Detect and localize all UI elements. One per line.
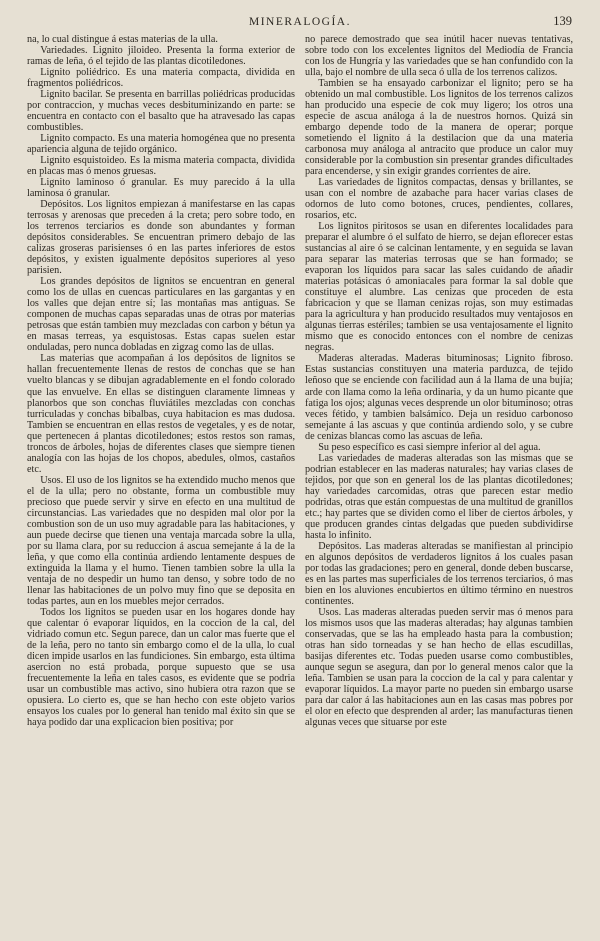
- paragraph: Depósitos. Las maderas alteradas se manifiestan al principio en algunos depósitos de verdaderos lignitos á los cuales pasan por todas las gradaciones; pero en general, donde deben buscarse, es en las partes mas superficiales de los terrenos terciarios, ó mas bien en los aluviones encubiertos en último término en nuestros continentes.: [305, 540, 573, 607]
- paragraph: na, lo cual distingue á estas materias de la ulla.: [27, 34, 218, 45]
- paragraph: Todos los lignitos se pueden usar en los hogares donde hay que calentar ó evaporar líquidos, en la coccion de la cal, del vidriado comun etc. Segun parece, dan un calor mas fuerte que el de la leña, pero no tanto sin embargo como el de la ulla, lo cual dicen impide usarlos en las fundiciones. Sin embargo, esta última asercion no está probada, porque supuesto que se usa frecuentemente la leña en tales casos, es evidente que se podria usar un combustible mas activo, sino hubiera otra razon que se opusiera. Lo cierto es, que se han hecho con este objeto varios ensayos los cuales por lo general han tenido mal éxito sin que se haya podido dar una explicacion bien positiva; por: [27, 606, 295, 728]
- paragraph: Tambien se ha ensayado carbonizar el lignito; pero se ha obtenido un mal combustible. Los lignitos de los terrenos calizos han producido una especie de cok muy ligero; los otros una especie de ascua análoga á la de nuestros hornos. Quizá sin embargo depende todo de la manera de operar; porque sometiendo el lignito á la destilacion que da una materia carbonosa muy análoga al antracito que produce un calor muy considerable por la combustion sin presentar grandes dificultades para encenderse, y sin exigir grandes corrientes de aire.: [305, 78, 573, 178]
- running-title: MINERALOGÍA.: [248, 16, 351, 28]
- paragraph: Los lignitos piritosos se usan en diferentes localidades para preparar el alumbre ó el sulfato de hierro, se dejan eflorecer estas sustancias al aire ó se calcinan lentamente, y en seguida se lavan para separar las materias terrosas que se han formado; se evaporan los líquidos para sacar las sales cuidando de añadir materias potásicas ó amoniacales para formar la sal doble que constituye el alumbre. Las cenizas que proceden de esta fabricacion y que se llaman cenizas rojas, son muy estimadas para la agricultura y han producido resultados muy ventajosos en algunas tierras estériles; tambien se usa ventajosamente el lignito mismo que es conocido entonces con el nombre de cenizas negras.: [305, 221, 573, 354]
- left-column: [27, 34, 295, 928]
- paragraph: Los grandes depósitos de lignitos se encuentran en general como los de ullas en cuencas particulares en las gargantas y en los valles que dejan entre sí; las montañas mas antiguas. Se componen de muchas capas separadas unas de otras por materias petrosas que están tambien muy mezcladas con carbon y bétun ya en masas terreas, ya esquistosas. Estas capas suelen estar onduladas, pero nunca dobladas en zigzag como las de ullas.: [27, 276, 295, 354]
- paragraph: Las variedades de lignitos compactas, densas y brillantes, se usan con el nombre de azabache para hacer varias clases de odornos de luto como botones, cruces, pendientes, collares, rosarios, etc.: [305, 177, 573, 222]
- right-column: [305, 34, 573, 928]
- paragraph: Lignito laminoso ó granular. Es muy parecido á la ulla laminosa ó granular.: [27, 177, 295, 200]
- paragraph: Lignito compacto. Es una materia homogénea que no presenta apariencia alguna de tejido orgánico.: [27, 133, 295, 156]
- paragraph: Maderas alteradas. Maderas bituminosas; Lignito fibroso. Estas sustancias constituyen una materia parduzca, de tejido leñoso que se enciende con facilidad aun á la llama de una bujía; arde con llama como la leña ordinaria, y da un humo picante que fatiga los ojos; algunas veces desprende un olor bituminoso; otras veces fétido, y tambien balsámico. Deja un residuo carbonoso semejante á las ascuas y que continúa ardiendo solo, y se cubre de cenizas blancas como las ascuas de leña.: [305, 353, 573, 442]
- paragraph: Usos. Las maderas alteradas pueden servir mas ó menos para los mismos usos que las maderas alteradas; hay algunas tambien conservadas, que se las ha empleado hasta para la combustion; otras han sido torneadas y se han hecho de ellas escudillas, basijas diferentes etc. Todas pueden usarse como combustibles, aunque segun se asegura, dan por lo general menos calor que la leña. Tambien se usan para la coccion de la cal y para calentar y evaporar líquidos. La mayor parte no pueden sin embargo usarse para dar calor á las habitaciones aun en las casas mas pobres por el olor en efecto que desprenden al arder; las manufacturas tienen algunas veces que situarse por este: [305, 606, 573, 728]
- paragraph: Su peso específico es casi siempre inferior al del agua.: [318, 441, 541, 453]
- paragraph: Lignito poliédrico. Es una materia compacta, dividida en fragmentos poliédricos.: [27, 67, 295, 90]
- paragraph: Las variedades de maderas alteradas son las mismas que se podrian establecer en las maderas naturales; hay varias clases de tejidos, por que son en general los de las plantas dicotiledones; hay variedades carcomidas, otras que parecen estar medio podridas, otras que están compuestas de una multitud de granillos etc.; hay partes que se dividen como el liber de ciertos árboles, y que producen grandes cintas delgadas que pueden subdividirse hasta lo infinito.: [305, 452, 573, 541]
- paragraph: Variedades. Lignito jiloideo. Presenta la forma exterior de ramas de leña, ó el tejido de las plantas dicotiledones.: [27, 45, 295, 68]
- paragraph: Depósitos. Los lignitos empiezan á manifestarse en las capas terrosas y arenosas que preceden á la creta; pero sobre todo, en los terrenos terciarios es donde son abundantes y forman depósitos considerables. Se encuentran primero debajo de las calizas groseras parisienses ó en las partes inferiores de estos depósitos, y existen igualmente depósitos superiores al yeso parisien.: [27, 199, 295, 277]
- paragraph: no parece demostrado que sea inútil hacer nuevas tentativas, sobre todo con los excelentes lignitos del Mediodía de Francia con los de Hungría y las variedades que se han confundido con la ulla, bajo el nombre de ulla seca ó ulla de los terrenos calizos.: [305, 34, 573, 79]
- paragraph: Lignito bacilar. Se presenta en barrillas poliédricas producidas por contraccion, y muchas veces desbituminizando en parte: se encuentra en contacto con el basalto que ha atravesado las capas combustibles.: [27, 89, 295, 134]
- page-number: 139: [553, 14, 572, 28]
- paragraph: Usos. El uso de los lignitos se ha extendido mucho menos que el de la ulla; pero no obstante, forma un combustible muy precioso que puede servir y sirve en efecto en una multitud de circunstancias. Las variedades que no despiden mal olor por la combustion son de un uso muy agradable para las habitaciones, y aun puede decirse que tienen una ventaja marcada sobre la ulla, por su llama clara, por su reduccion á ascua semejante á la de la leña, y que como ella continúa ardiendo lentamente despues de extinguida la llama y el humo. Tienen tambien sobre la ulla la ventaja de no despedir un humo tan denso, y sobre todo de no llenar las habitaciones de un polvo muy fino que se deposita en todas partes, aun en los muebles mejor cerrados.: [27, 474, 295, 607]
- running-header: [0, 14, 600, 34]
- paragraph: Lignito esquistoideo. Es la misma materia compacta, dividida en placas mas ó menos gruesas.: [27, 155, 295, 178]
- paragraph: Las materias que acompañan á los depósitos de lignitos se hallan frecuentemente llenas de restos de conchas que se han vuelto blancas y se dibujan agradablemente en el fondo colorado que las envuelve. En ellas se distinguen claramente limneas y planorbos que son conchas fluviátiles mezcladas con conchas turriculadas y conchas bibalbas, cuya habitacion es mas dudosa. Tambien se encuentran en ellas restos de vegetales, y es de notar, que pertenecen á plantas dicotiledones; estos restos son ramas, troncos de árboles, hojas de diferentes clases que siempre tienen analogía con las hojas de los chopos, abedules, olmos, castaños etc.: [27, 353, 295, 475]
